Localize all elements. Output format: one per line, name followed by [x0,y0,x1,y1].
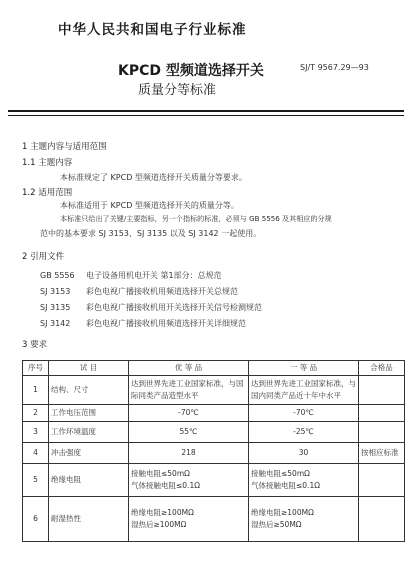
table-row [23,405,405,422]
row-item: 结构、尺寸 [49,376,129,405]
standard-number: SJ/T 9567.29—93 [300,63,369,72]
row-item: 冲击强度 [49,443,129,464]
header-rule-thin [8,115,404,116]
table-row [23,422,405,443]
reference-code: GB 5556 [40,271,75,280]
document-subtitle: 质量分等标准 [138,83,217,98]
reference-title: 电子设备用机电开关 第1部分：总规范 [86,271,222,280]
row-first: 达到世界先进工业国家标准，与国内同类产品近十年中水平 [249,376,359,405]
section-1-1-heading: 1.1 主题内容 [22,158,73,168]
row-no: 5 [23,464,49,497]
header-item: 试 目 [49,361,129,376]
row-first: 30 [249,443,359,464]
reference-code: SJ 3142 [40,319,71,328]
header-qualified: 合格品 [359,361,405,376]
row-item: 耐湿热性 [49,497,129,542]
reference-title: 彩色电视广播接收机用频道选择开关详细规范 [86,319,246,328]
row-no: 4 [23,443,49,464]
row-qualified [359,422,405,443]
row-no: 6 [23,497,49,542]
header-first: 一 等 品 [249,361,359,376]
row-no: 2 [23,405,49,422]
section-1-2-heading: 1.2 适用范围 [22,188,73,198]
row-qualified [359,497,405,542]
requirements-table [22,360,405,542]
reference-code: SJ 3153 [40,287,71,296]
row-first: 绝缘电阻≥100MΩ 湿热后≥50MΩ [249,497,359,542]
reference-item [40,286,238,297]
table-row [23,497,405,542]
row-item: 工作环境温度 [49,422,129,443]
table-row [23,443,405,464]
table-row [23,464,405,497]
table-row [23,376,405,405]
section-2-heading: 2 引用文件 [22,252,65,262]
table-header-row [23,361,405,376]
row-qualified [359,405,405,422]
row-no: 1 [23,376,49,405]
section-1-1-text: 本标准规定了 KPCD 型频道选择开关质量分等要求。 [60,173,247,182]
row-excellent: -70℃ [129,405,249,422]
header-excellent: 优 等 品 [129,361,249,376]
reference-item [40,318,246,329]
row-qualified: 按相应标准 [359,443,405,464]
row-item: 绝缘电阻 [49,464,129,497]
row-excellent: 218 [129,443,249,464]
reference-title: 彩色电视广播接收机用开关选择开关信号检测规范 [86,303,262,312]
row-qualified [359,464,405,497]
standard-org-header: 中华人民共和国电子行业标准 [58,22,247,38]
reference-code: SJ 3135 [40,303,71,312]
section-1-2-text-3: 范中的基本要求 SJ 3153、SJ 3135 以及 SJ 3142 一起使用。 [40,229,262,238]
row-first: -70℃ [249,405,359,422]
reference-title: 彩色电视广播接收机用频道选择开关总规范 [86,287,238,296]
header-no: 序号 [23,361,49,376]
document-title: KPCD 型频道选择开关 [118,63,264,79]
section-1-heading: 1 主题内容与适用范围 [22,142,107,152]
row-qualified [359,376,405,405]
row-excellent: 接触电阻≤50mΩ 气体接触电阻≤0.1Ω [129,464,249,497]
row-excellent: 绝缘电阻≥100MΩ 湿热后≥100MΩ [129,497,249,542]
row-first: -25℃ [249,422,359,443]
section-1-2-text-2: 本标准只给出了关键/主要指标，另一个指标的标准，必须与 GB 5556 及其相应的分规 [60,214,332,223]
header-rule-thick [8,110,404,112]
row-item: 工作电压范围 [49,405,129,422]
reference-item [40,302,262,313]
reference-item [40,270,222,281]
row-first: 接触电阻≤50mΩ 气体接触电阻≤0.1Ω [249,464,359,497]
row-no: 3 [23,422,49,443]
row-excellent: 55℃ [129,422,249,443]
section-3-heading: 3 要求 [22,340,48,350]
row-excellent: 达到世界先进工业国家标准，与国际同类产品造型水平 [129,376,249,405]
section-1-2-text-1: 本标准适用于 KPCD 型频道选择开关的质量分等。 [60,201,239,210]
